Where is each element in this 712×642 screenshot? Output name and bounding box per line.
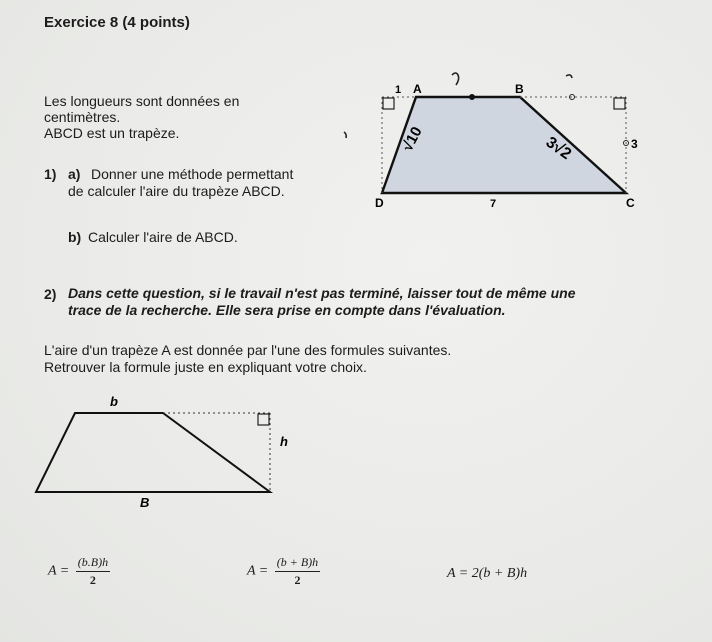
trapezoid-abcd-figure	[340, 60, 660, 220]
q2-instruction-2: trace de la recherche. Elle sera prise en compte dans l'évaluation.	[68, 302, 506, 318]
dim-7-label: 7	[490, 198, 497, 210]
formula-1-numerator: (b.B)h	[76, 555, 110, 572]
q2-number: 2)	[44, 286, 57, 302]
formula-2-denominator: 2	[294, 573, 301, 587]
exercise-title: Exercice 8 (4 points)	[44, 14, 190, 31]
handwritten-mark-2	[566, 75, 572, 78]
formula-2-numerator: (b + B)h	[275, 555, 320, 572]
label-large-base: B	[140, 495, 150, 510]
generic-trapezoid-outline	[36, 413, 270, 492]
right-angle-left	[383, 98, 394, 109]
q1b-label: b)	[68, 229, 82, 245]
q1a-label: a)	[68, 166, 81, 182]
handwritten-mark-3	[344, 132, 346, 138]
formula-1-denominator: 2	[89, 573, 96, 587]
intro-line-3: ABCD est un trapèze.	[44, 125, 180, 141]
formula-2-lhs: A =	[247, 563, 269, 579]
q2-instruction-1: Dans cette question, si le travail n'est pas terminé, laisser tout de même une	[68, 285, 576, 301]
vertex-b-label: B	[515, 82, 524, 96]
formula-1-lhs: A =	[48, 563, 70, 579]
annot-sqrt10: √10	[399, 124, 426, 154]
annot-3sqrt2: 3√2	[542, 133, 575, 164]
intro-line-1: Les longueurs sont données en	[44, 93, 240, 109]
right-angle-marker	[258, 414, 269, 425]
q2-intro-1: L'aire d'un trapèze A est donnée par l'une des formules suivantes.	[44, 342, 452, 358]
q1a-text-2: de calculer l'aire du trapèze ABCD.	[68, 183, 285, 199]
vertex-c-label: C	[626, 196, 635, 210]
formula-1	[48, 555, 110, 588]
q1a-text-1: Donner une méthode permettant	[91, 166, 294, 182]
q1-number: 1)	[44, 166, 57, 182]
dim-3-label: 3	[631, 137, 638, 151]
label-small-base: b	[110, 394, 118, 409]
midpoint-ab	[469, 94, 475, 100]
label-height: h	[280, 434, 288, 449]
intro-line-2: centimètres.	[44, 109, 121, 125]
vertex-d-label: D	[375, 196, 384, 210]
formula-2	[247, 555, 320, 588]
dim-1-label: 1	[395, 84, 402, 96]
vertex-a-label: A	[413, 82, 422, 96]
q2-intro-2: Retrouver la formule juste en expliquant votre choix.	[44, 359, 367, 375]
right-angle-right	[614, 98, 625, 109]
q1b-text: Calculer l'aire de ABCD.	[88, 229, 238, 245]
formula-3: A = 2(b + B)h	[447, 566, 528, 581]
generic-trapezoid-figure	[30, 390, 300, 515]
handwritten-mark-1	[452, 73, 459, 85]
